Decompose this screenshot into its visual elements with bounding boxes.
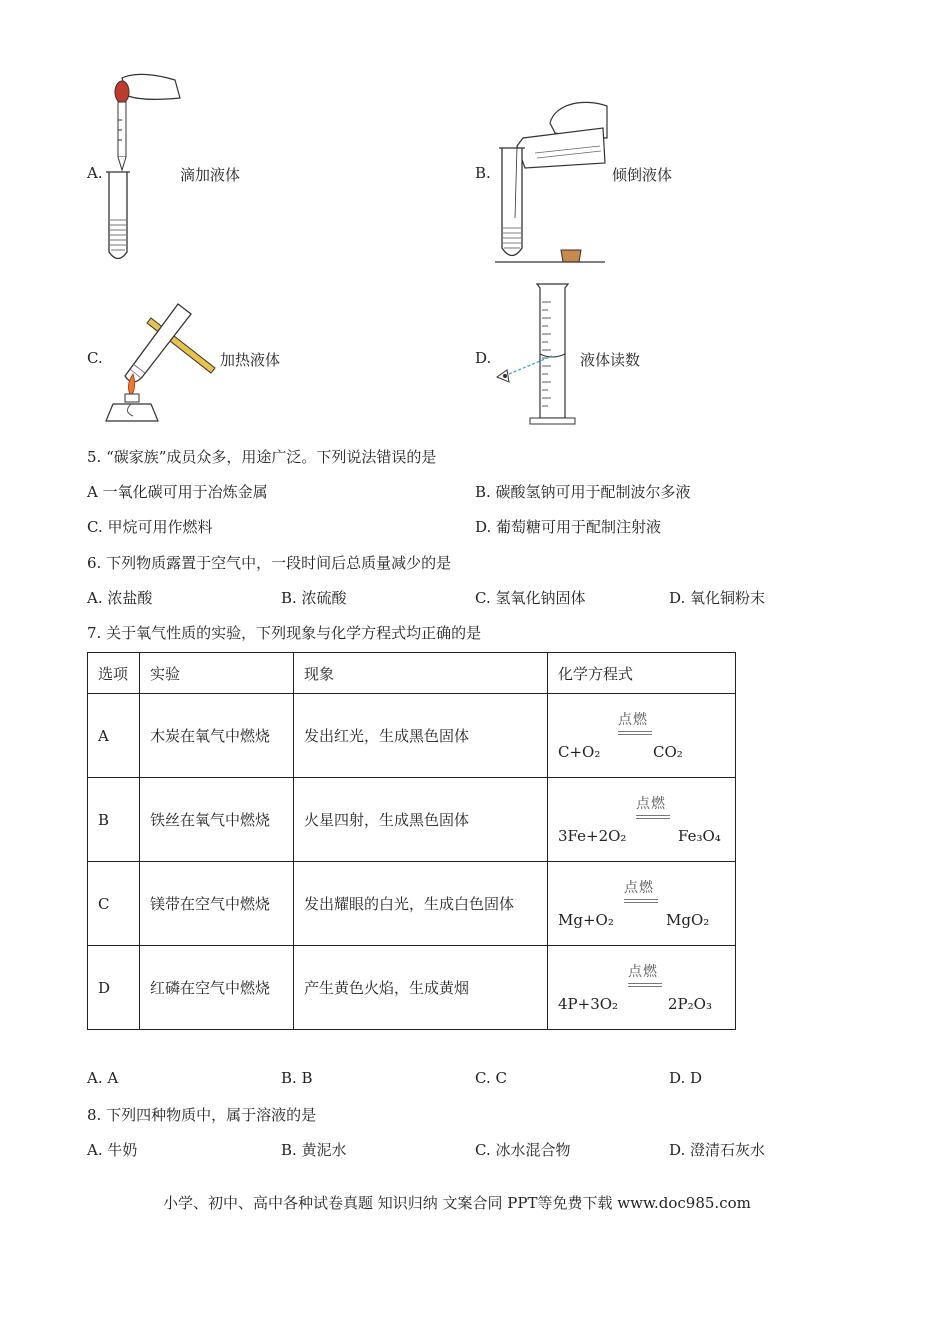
option-d[interactable]: D. 氧化铜粉末 [669,589,766,607]
chemical-equation [558,785,721,855]
equation-bar [628,986,662,987]
reactants: Mg+O₂ [558,910,614,929]
reactants: 4P+3O₂ [558,994,619,1013]
option-b[interactable]: B. B [281,1069,313,1087]
equation-cell [548,694,736,778]
dropper-test-tube-illustration [100,70,190,265]
question-stem: 7. 关于氧气性质的实验，下列现象与化学方程式均正确的是 [87,624,482,642]
option-letter: A. [87,164,103,182]
phenomenon-cell: 产生黄色火焰，生成黄烟 [294,946,548,1030]
table-row [88,694,736,778]
option-c[interactable]: C. C [475,1069,507,1087]
option-letter: D. [475,349,492,367]
reaction-condition: 点燃 [624,879,654,896]
option-b[interactable]: B. 黄泥水 [281,1141,347,1159]
equation-bar [636,815,670,816]
equation-bar [618,734,652,735]
option-a[interactable]: A 一氧化碳可用于冶炼金属 [87,483,268,501]
table-row [88,862,736,946]
pouring-liquid-illustration [495,98,610,266]
equation-cell [548,946,736,1030]
reactants: 3Fe+2O₂ [558,826,627,845]
option-text: 加热液体 [220,351,281,369]
phenomenon-cell: 火星四射，生成黑色固体 [294,778,548,862]
equation-bar [618,731,652,732]
products: MgO₂ [666,910,710,929]
equation-bar [636,818,670,819]
question-stem: 8. 下列四种物质中，属于溶液的是 [87,1106,317,1124]
products: CO₂ [653,742,683,761]
equation-cell [548,862,736,946]
option-d[interactable]: D. 澄清石灰水 [669,1141,766,1159]
equation-bar [624,902,658,903]
phenomenon-cell: 发出红光，生成黑色固体 [294,694,548,778]
option-c[interactable]: C. 甲烷可用作燃料 [87,518,213,536]
header-cell: 现象 [294,653,548,694]
option-d[interactable]: D. D [669,1069,703,1087]
experiment-cell: 铁丝在氧气中燃烧 [140,778,294,862]
experiment-cell: 镁带在空气中燃烧 [140,862,294,946]
header-cell: 选项 [88,653,140,694]
chemical-equation [558,869,718,939]
option-cell: A [88,694,140,778]
products: 2P₂O₃ [668,994,712,1013]
option-text: 液体读数 [580,351,641,369]
experiment-table [87,652,736,1030]
option-text: 倾倒液体 [612,166,673,184]
header-cell: 化学方程式 [548,653,736,694]
option-c[interactable]: C. 氢氧化钠固体 [475,589,586,607]
chemical-equation [558,953,718,1023]
reactants: C+O₂ [558,742,601,761]
option-cell: B [88,778,140,862]
page-footer: 小学、初中、高中各种试卷真题 知识归纳 文案合同 PPT等免费下载 www.doc985.com [163,1194,751,1212]
option-a[interactable]: A. 牛奶 [87,1141,138,1159]
reaction-condition: 点燃 [636,795,666,812]
reaction-condition: 点燃 [628,963,658,980]
option-cell: C [88,862,140,946]
question-stem: 6. 下列物质露置于空气中，一段时间后总质量减少的是 [87,554,452,572]
equation-bar [628,983,662,984]
equation-cell [548,778,736,862]
graduated-cylinder-reading-illustration [495,282,580,428]
experiment-cell: 红磷在空气中燃烧 [140,946,294,1030]
reaction-condition: 点燃 [618,711,648,728]
table-row [88,778,736,862]
table-header-row [88,653,736,694]
header-cell: 实验 [140,653,294,694]
option-d[interactable]: D. 葡萄糖可用于配制注射液 [475,518,662,536]
option-a[interactable]: A. A [87,1069,119,1087]
option-b[interactable]: B. 碳酸氢钠可用于配制波尔多液 [475,483,691,501]
option-text: 滴加液体 [180,166,241,184]
option-a[interactable]: A. 浓盐酸 [87,589,153,607]
chemical-equation [558,701,718,771]
option-letter: C. [87,349,103,367]
products: Fe₃O₄ [678,826,721,845]
option-cell: D [88,946,140,1030]
equation-bar [624,899,658,900]
option-letter: B. [475,164,491,182]
phenomenon-cell: 发出耀眼的白光，生成白色固体 [294,862,548,946]
heating-liquid-illustration [103,296,221,428]
question-stem: 5. “碳家族”成员众多，用途广泛。下列说法错误的是 [87,448,437,466]
table-row [88,946,736,1030]
option-c[interactable]: C. 冰水混合物 [475,1141,571,1159]
experiment-cell: 木炭在氧气中燃烧 [140,694,294,778]
option-b[interactable]: B. 浓硫酸 [281,589,347,607]
